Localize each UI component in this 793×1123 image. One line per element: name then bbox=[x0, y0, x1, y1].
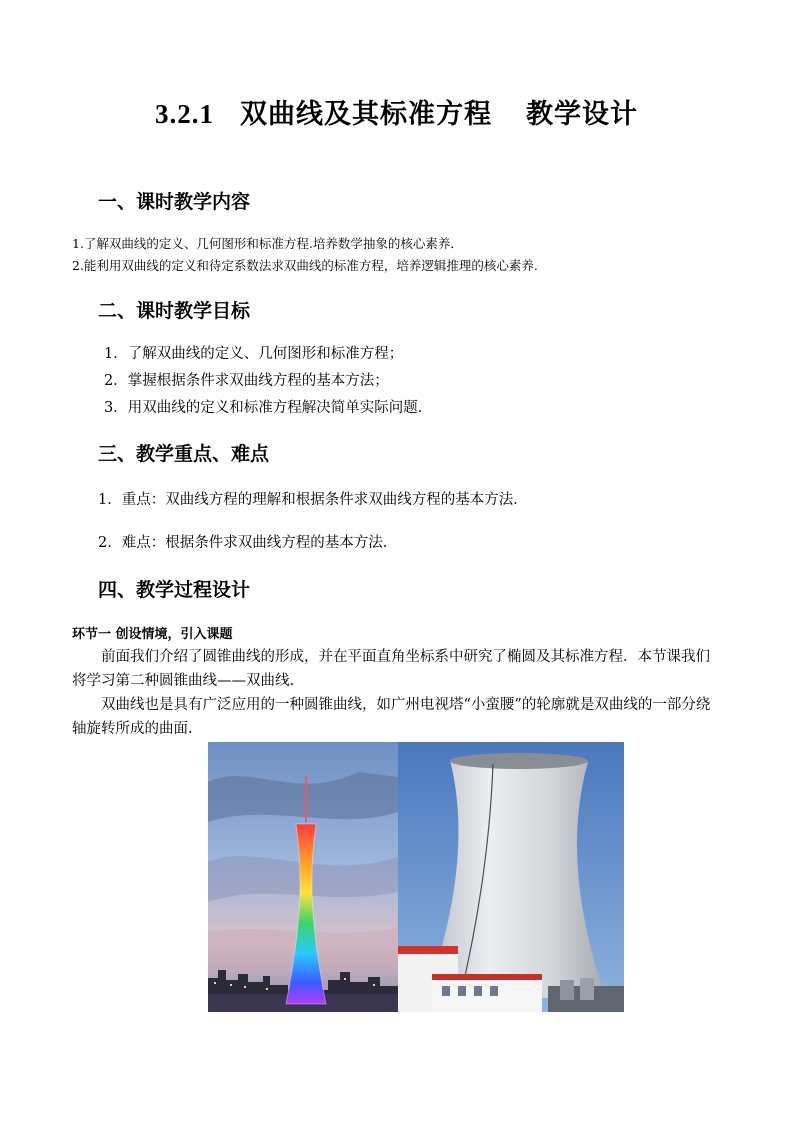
page-title bbox=[0, 92, 793, 131]
stage-label: 环节一 创设情境，引入课题 bbox=[72, 627, 233, 642]
title-number: 3.2.1 bbox=[155, 99, 214, 129]
title-suffix: 教学设计 bbox=[526, 99, 638, 130]
section4-heading: 四、教学过程设计 bbox=[98, 579, 251, 601]
section2-item-2: 2．掌握根据条件求双曲线方程的基本方法； bbox=[104, 373, 389, 389]
canton-tower-photo bbox=[208, 742, 398, 1012]
hyperbola-paragraph: 双曲线也是具有广泛应用的一种圆锥曲线，如广州电视塔“小蛮腰”的轮廓就是双曲线的一部分绕轴旋转所成的曲面. bbox=[72, 697, 711, 737]
section1-item-1: 1.了解双曲线的定义、几何图形和标准方程.培养数学抽象的核心素养． bbox=[72, 236, 463, 251]
section2-item-3: 3．用双曲线的定义和标准方程解决简单实际问题. bbox=[104, 400, 423, 416]
title-main: 双曲线及其标准方程 bbox=[240, 99, 492, 130]
section3-item-2: 2．难点：根据条件求双曲线方程的基本方法. bbox=[98, 535, 388, 551]
section2-heading: 二、课时教学目标 bbox=[98, 300, 251, 322]
section1-heading: 一、课时教学内容 bbox=[98, 191, 251, 213]
section3-heading: 三、教学重点、难点 bbox=[98, 443, 270, 465]
photo-pair bbox=[208, 742, 624, 1012]
intro-paragraph: 前面我们介绍了圆锥曲线的形成，并在平面直角坐标系中研究了椭圆及其标准方程．本节课我们将学习第二种圆锥曲线——双曲线. bbox=[72, 649, 710, 689]
section2-item-1: 1．了解双曲线的定义、几何图形和标准方程； bbox=[104, 346, 404, 362]
cooling-tower-photo bbox=[398, 742, 624, 1012]
section3-item-1: 1．重点：双曲线方程的理解和根据条件求双曲线方程的基本方法． bbox=[98, 492, 528, 508]
section1-item-2: 2.能利用双曲线的定义和待定系数法求双曲线的标准方程，培养逻辑推理的核心素养. bbox=[72, 258, 538, 273]
